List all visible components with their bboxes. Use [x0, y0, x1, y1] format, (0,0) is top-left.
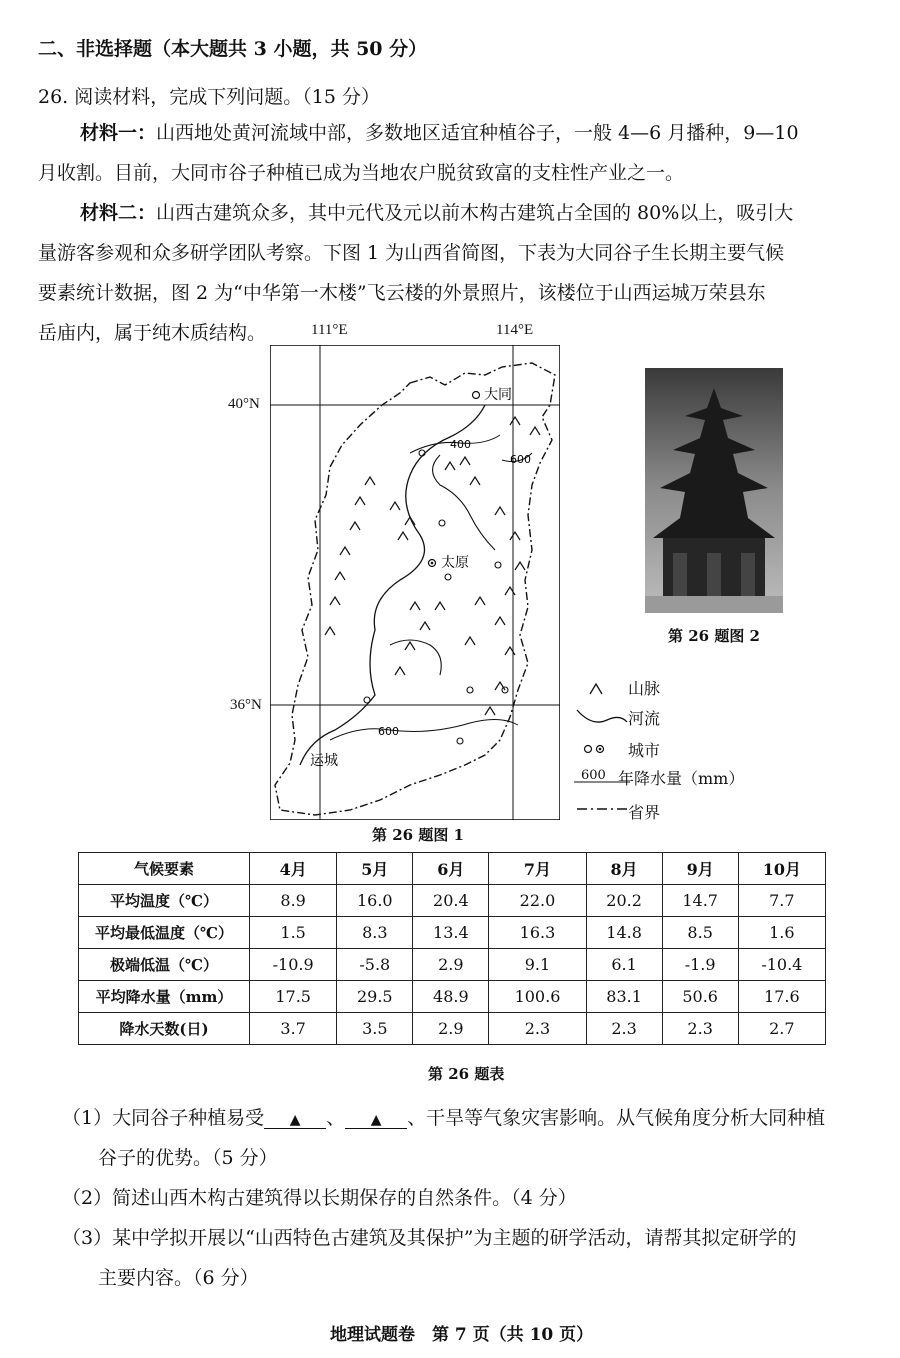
table-cell: 17.6	[738, 981, 825, 1013]
q1-blank-2: ▲	[345, 1112, 407, 1129]
legend-city: 城市	[628, 741, 661, 760]
q1-line2: 谷子的优势。（5 分）	[98, 1147, 278, 1169]
ground	[645, 596, 783, 613]
lon-111-label: 111°E	[311, 322, 348, 338]
isohyet-400-label: 400	[450, 438, 471, 451]
material2-line2: 量游客参观和众多研学团队考察。下图 1 为山西省简图，下表为大同谷子生长期主要气候	[38, 242, 785, 264]
q1-line1	[62, 1103, 825, 1130]
q2-number: （2）	[62, 1187, 113, 1209]
legend-mountain: 山脉	[628, 679, 661, 698]
tower-pillar	[707, 553, 721, 598]
table-caption: 第 26 题表	[428, 1065, 505, 1083]
mountain-legend-icon	[590, 684, 602, 694]
map-frame	[270, 345, 560, 820]
table-cell: 1.6	[738, 917, 825, 949]
table-cell: 平均最低温度（℃）	[79, 917, 250, 949]
material2-line3: 要素统计数据，图 2 为“中华第一木楼”飞云楼的外景照片，该楼位于山西运城万荣县东	[38, 282, 766, 304]
city-taiyuan-center	[431, 562, 434, 565]
table-cell: 极端低温（℃）	[79, 949, 250, 981]
table-cell: -1.9	[662, 949, 738, 981]
lon-114-label: 114°E	[496, 322, 534, 338]
table-row	[79, 1013, 826, 1045]
table-header-cell: 5月	[337, 853, 413, 885]
table-header-cell: 6月	[413, 853, 489, 885]
river-legend-icon	[577, 710, 627, 722]
table-row	[79, 917, 826, 949]
table-cell: 2.3	[586, 1013, 662, 1045]
table-header-cell: 8月	[586, 853, 662, 885]
table-cell: 8.5	[662, 917, 738, 949]
q3-number: （3）	[62, 1227, 113, 1249]
table-cell: 20.4	[413, 885, 489, 917]
material2-text: 山西古建筑众多，其中元代及元以前木构古建筑占全国的 80%以上，吸引大	[156, 202, 794, 224]
legend-boundary: 省界	[628, 803, 661, 822]
table-header-row	[79, 853, 826, 885]
table-cell: 13.4	[413, 917, 489, 949]
climate-table	[78, 852, 826, 1045]
table-cell: 2.3	[489, 1013, 586, 1045]
material1-line2: 月收割。目前，大同市谷子种植已成为当地农户脱贫致富的支柱性产业之一。	[38, 162, 685, 184]
q1-text-b: 、干旱等气象灾害影响。从气候角度分析大同种植	[407, 1107, 826, 1129]
tower-pillar	[741, 553, 755, 598]
tower-pillar	[673, 553, 687, 598]
table-cell: 降水天数(日)	[79, 1013, 250, 1045]
table-cell: 83.1	[586, 981, 662, 1013]
table-cell: -5.8	[337, 949, 413, 981]
table-cell: 17.5	[250, 981, 337, 1013]
table-cell: 6.1	[586, 949, 662, 981]
q1-text-a: 大同谷子种植易受	[112, 1107, 265, 1129]
isohyet-600-top-label: 600	[510, 453, 531, 466]
table-cell: 8.9	[250, 885, 337, 917]
q3-line1	[62, 1223, 797, 1250]
photo-caption: 第 26 题图 2	[668, 627, 760, 645]
table-cell: 48.9	[413, 981, 489, 1013]
lat-36-label: 36°N	[230, 697, 262, 713]
table-cell: 8.3	[337, 917, 413, 949]
legend-isohyet: 年降水量（mm）	[618, 769, 745, 788]
table-cell: 2.7	[738, 1013, 825, 1045]
q1-number: （1）	[62, 1107, 113, 1129]
table-cell: -10.9	[250, 949, 337, 981]
city-taiyuan-label: 太原	[441, 555, 469, 571]
table-header-cell: 气候要素	[79, 853, 250, 885]
legend-symbols	[572, 672, 632, 822]
city-yuncheng-label: 运城	[310, 753, 338, 769]
lat-40-label: 40°N	[228, 396, 260, 412]
table-cell: 1.5	[250, 917, 337, 949]
table-header-cell: 7月	[489, 853, 586, 885]
isohyet-600-bottom-label: 600	[378, 725, 399, 738]
material2-line4: 岳庙内，属于纯木质结构。	[38, 322, 267, 344]
material2-label: 材料二：	[80, 202, 157, 224]
table-cell: 16.3	[489, 917, 586, 949]
table-cell: 22.0	[489, 885, 586, 917]
table-cell: 2.9	[413, 949, 489, 981]
feiyun-tower-photo	[645, 368, 783, 613]
material2-line1	[80, 198, 793, 225]
q3-text: 某中学拟开展以“山西特色古建筑及其保护”为主题的研学活动，请帮其拟定研学的	[112, 1227, 797, 1249]
table-cell: 29.5	[337, 981, 413, 1013]
q3-line2: 主要内容。（6 分）	[98, 1267, 259, 1289]
table-cell: 2.9	[413, 1013, 489, 1045]
table-cell: -10.4	[738, 949, 825, 981]
material1-label: 材料一：	[80, 122, 157, 144]
table-header-cell: 4月	[250, 853, 337, 885]
table-cell: 16.0	[337, 885, 413, 917]
table-header-cell: 9月	[662, 853, 738, 885]
city-datong-label: 大同	[484, 387, 512, 403]
legend-isohyet-value: 600	[581, 768, 606, 783]
table-row	[79, 949, 826, 981]
section-title: 二、非选择题（本大题共 3 小题，共 50 分）	[38, 38, 428, 60]
table-cell: 100.6	[489, 981, 586, 1013]
material1-text: 山西地处黄河流域中部，多数地区适宜种植谷子，一般 4—6 月播种，9—10	[156, 122, 799, 144]
table-cell: 20.2	[586, 885, 662, 917]
table-row	[79, 885, 826, 917]
table-cell: 7.7	[738, 885, 825, 917]
table-cell: 平均降水量（mm）	[79, 981, 250, 1013]
q2-text: 简述山西木构古建筑得以长期保存的自然条件。（4 分）	[112, 1187, 577, 1209]
q2-line	[62, 1183, 577, 1210]
q1-separator: 、	[326, 1107, 346, 1129]
table-cell: 9.1	[489, 949, 586, 981]
shanxi-map	[270, 345, 560, 820]
table-cell: 14.8	[586, 917, 662, 949]
table-cell: 平均温度（℃）	[79, 885, 250, 917]
city-legend-icon	[585, 746, 592, 753]
q1-blank-1: ▲	[264, 1112, 326, 1129]
city-legend-icon-center	[599, 748, 602, 751]
legend-river: 河流	[628, 709, 661, 728]
question-stem: 26. 阅读材料，完成下列问题。（15 分）	[38, 86, 380, 108]
table-header-cell: 10月	[738, 853, 825, 885]
table-cell: 2.3	[662, 1013, 738, 1045]
table-cell: 3.5	[337, 1013, 413, 1045]
page-footer: 地理试题卷 第 7 页（共 10 页）	[330, 1325, 594, 1345]
material1-line1	[80, 118, 799, 145]
table-cell: 14.7	[662, 885, 738, 917]
table-cell: 50.6	[662, 981, 738, 1013]
table-row	[79, 981, 826, 1013]
map-caption: 第 26 题图 1	[372, 826, 464, 844]
table-cell: 3.7	[250, 1013, 337, 1045]
